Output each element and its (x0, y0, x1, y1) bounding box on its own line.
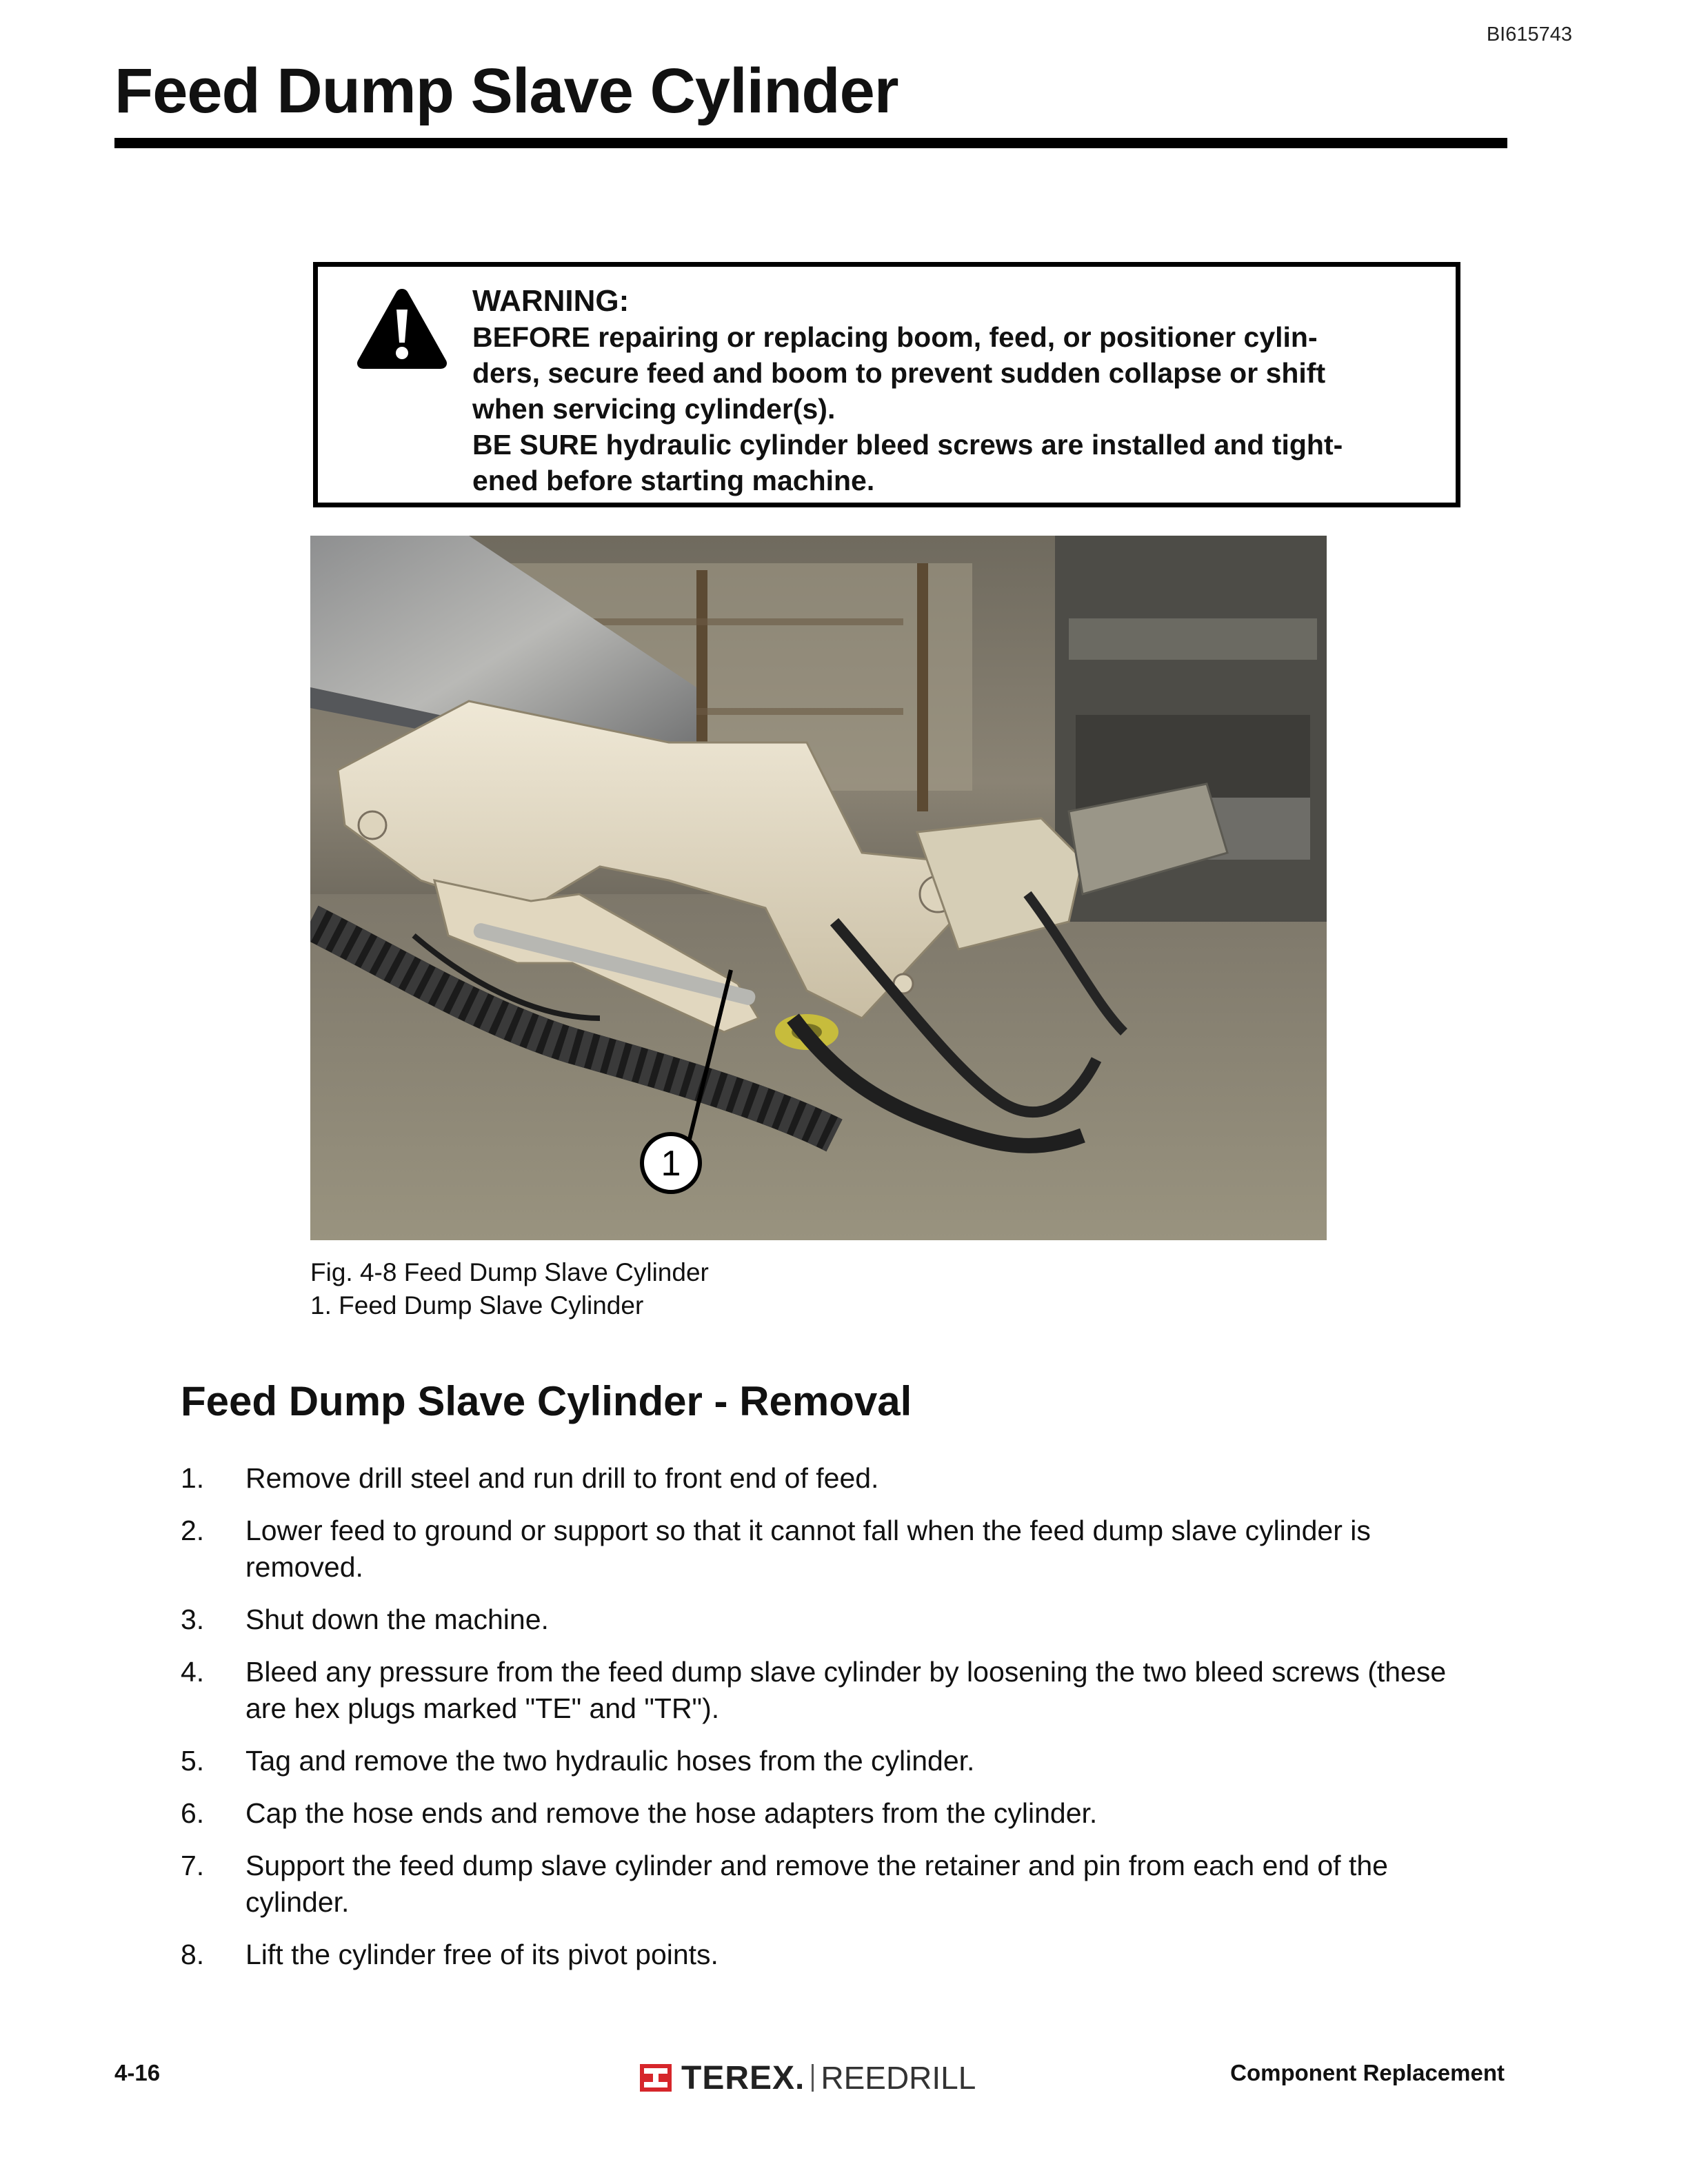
warning-box (313, 262, 1460, 507)
figure-caption-item: 1. Feed Dump Slave Cylinder (310, 1291, 644, 1320)
page-title: Feed Dump Slave Cylinder (114, 56, 898, 126)
section-heading: Feed Dump Slave Cylinder - Removal (181, 1378, 912, 1424)
warning-heading: WARNING: (472, 284, 630, 318)
removal-steps-list (181, 1460, 1463, 1989)
figure-caption-title: Fig. 4-8 Feed Dump Slave Cylinder (310, 1258, 709, 1286)
figure-caption (310, 1256, 709, 1322)
warning-line: BEFORE repairing or replacing boom, feed, or positioner cylin- (472, 321, 1318, 353)
list-item (181, 1848, 1463, 1921)
list-item (181, 1654, 1463, 1727)
warning-line: when servicing cylinder(s). (472, 393, 836, 425)
warning-line: ders, secure feed and boom to prevent sudden collapse or shift (472, 357, 1326, 389)
brand-separator (812, 2064, 814, 2092)
step-number: 5. (181, 1745, 205, 1777)
step-text: Remove drill steel and run drill to front end of feed. (245, 1462, 879, 1494)
page-number: 4-16 (114, 2060, 161, 2085)
document-id: BI615743 (1486, 23, 1572, 46)
step-text: Bleed any pressure from the feed dump slave cylinder by loosening the two bleed screws (these are hex plugs marked "TE" and "TR"). (245, 1656, 1447, 1724)
terex-reedrill-logo (640, 2057, 976, 2099)
feed-dump-slave-cylinder-photo (310, 536, 1327, 1240)
step-text: Support the feed dump slave cylinder and remove the retainer and pin from each end of the cylinder. (245, 1850, 1388, 1918)
warning-line: BE SURE hydraulic cylinder bleed screws are installed and tight- (472, 429, 1343, 461)
list-item (181, 1601, 1463, 1638)
title-rule (114, 138, 1507, 148)
figure-callout-1: 1 (661, 1144, 681, 1184)
brand-secondary: REEDRILL (821, 2060, 976, 2096)
step-number: 7. (181, 1850, 205, 1881)
list-item (181, 1513, 1463, 1586)
list-item (181, 1937, 1463, 1973)
step-number: 4. (181, 1656, 205, 1688)
step-text: Cap the hose ends and remove the hose adapters from the cylinder. (245, 1797, 1098, 1829)
step-number: 8. (181, 1939, 205, 1970)
step-number: 6. (181, 1797, 205, 1829)
warning-text (472, 283, 1414, 498)
step-number: 1. (181, 1462, 205, 1494)
warning-triangle-icon (355, 286, 449, 370)
footer-section-name: Component Replacement (1230, 2060, 1505, 2085)
step-number: 3. (181, 1604, 205, 1635)
list-item (181, 1795, 1463, 1832)
warning-line: ened before starting machine. (472, 465, 875, 496)
step-text: Lift the cylinder free of its pivot points. (245, 1939, 719, 1970)
step-number: 2. (181, 1515, 205, 1546)
terex-logo-icon (640, 2064, 672, 2092)
list-item (181, 1743, 1463, 1779)
brand-primary: TEREX. (681, 2059, 805, 2096)
step-text: Lower feed to ground or support so that it cannot fall when the feed dump slave cylinder is removed. (245, 1515, 1371, 1583)
step-text: Shut down the machine. (245, 1604, 549, 1635)
step-text: Tag and remove the two hydraulic hoses from the cylinder. (245, 1745, 975, 1777)
list-item (181, 1460, 1463, 1497)
